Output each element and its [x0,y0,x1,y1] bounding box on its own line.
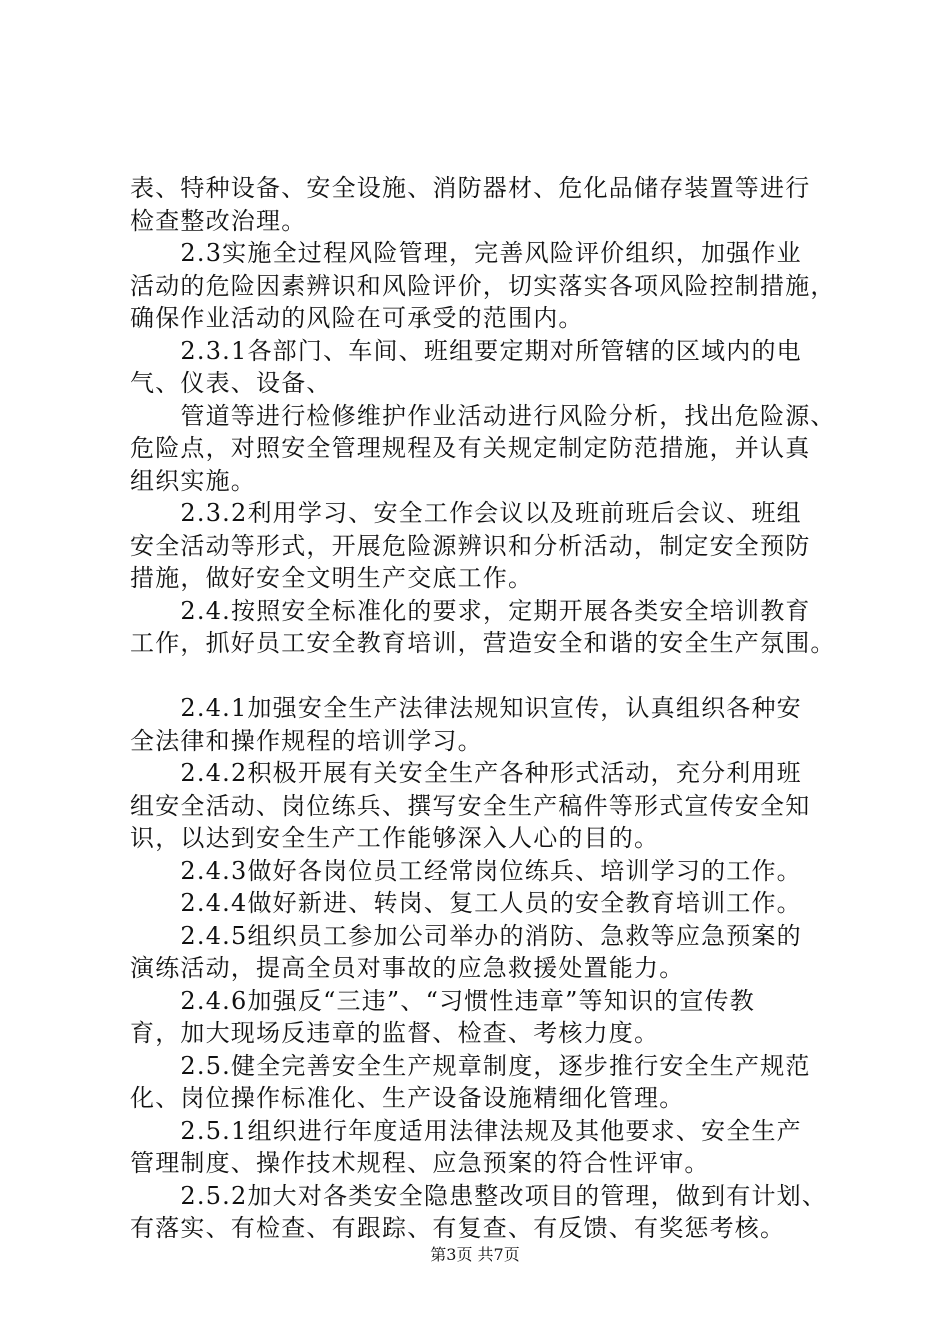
text-line: 2.4.4做好新进、转岗、复工人员的安全教育培训工作。 [130,889,802,917]
text-line: 识，以达到安全生产工作能够深入人心的目的。 [130,824,660,852]
text-line: 确保作业活动的风险在可承受的范围内。 [130,304,584,332]
text-line: 表、特种设备、安全设施、消防器材、危化品储存装置等进行 [130,174,811,202]
text-line: 2.3.2利用学习、安全工作会议以及班前班后会议、班组 [130,499,802,527]
text-line: 2.4.按照安全标准化的要求，定期开展各类安全培训教育 [130,596,811,625]
text-line: 管道等进行检修维护作业活动进行风险分析，找出危险源、 [130,401,836,430]
text-line: 2.5.2加大对各类安全隐患整改项目的管理，做到有计划、 [130,1181,828,1210]
text-line: 2.3实施全过程风险管理，完善风险评价组织，加强作业 [130,239,802,267]
text-line: 2.4.2积极开展有关安全生产各种形式活动，充分利用班 [130,759,802,787]
text-line: 2.4.6加强反“三违”、“习惯性违章”等知识的宣传教 [130,986,755,1015]
text-line: 气、仪表、设备、 [130,369,332,397]
blank-line [130,660,850,693]
text-line: 2.4.5组织员工参加公司举办的消防、急救等应急预案的 [130,921,802,950]
text-line: 危险点，对照安全管理规程及有关规定制定防范措施，并认真 [130,434,811,462]
text-line: 2.4.1加强安全生产法律法规知识宣传，认真组织各种安 [130,694,802,722]
text-line: 管理制度、操作技术规程、应急预案的符合性评审。 [130,1149,710,1177]
text-line: 2.3.1各部门、车间、班组要定期对所管辖的区域内的电 [130,336,802,365]
text-line: 全法律和操作规程的培训学习。 [130,726,483,755]
text-line: 工作，抓好员工安全教育培训，营造安全和谐的安全生产氛围。 [130,629,836,657]
text-line: 2.5.1组织进行年度适用法律法规及其他要求、安全生产 [130,1116,802,1145]
text-line: 2.5.健全完善安全生产规章制度，逐步推行安全生产规范 [130,1051,811,1080]
text-line: 组安全活动、岗位练兵、撰写安全生产稿件等形式宣传安全知 [130,791,811,820]
text-line: 有落实、有检查、有跟踪、有复查、有反馈、有奖惩考核。 [130,1214,786,1242]
text-line: 演练活动，提高全员对事故的应急救援处置能力。 [130,954,685,982]
text-line: 化、岗位操作标准化、生产设备设施精细化管理。 [130,1084,685,1112]
text-line: 检查整改治理。 [130,206,307,235]
page-number-label: 第3页 共7页 [430,1245,520,1264]
document-body [130,172,850,1245]
text-line: 活动的危险因素辨识和风险评价，切实落实各项风险控制措施， [130,271,836,300]
page-footer [0,1245,950,1265]
text-line: 措施，做好安全文明生产交底工作。 [130,564,534,592]
text-line: 组织实施。 [130,466,256,495]
text-line: 2.4.3做好各岗位员工经常岗位练兵、培训学习的工作。 [130,856,802,885]
text-line: 安全活动等形式，开展危险源辨识和分析活动，制定安全预防 [130,531,811,560]
text-line: 育，加大现场反违章的监督、检查、考核力度。 [130,1019,660,1047]
